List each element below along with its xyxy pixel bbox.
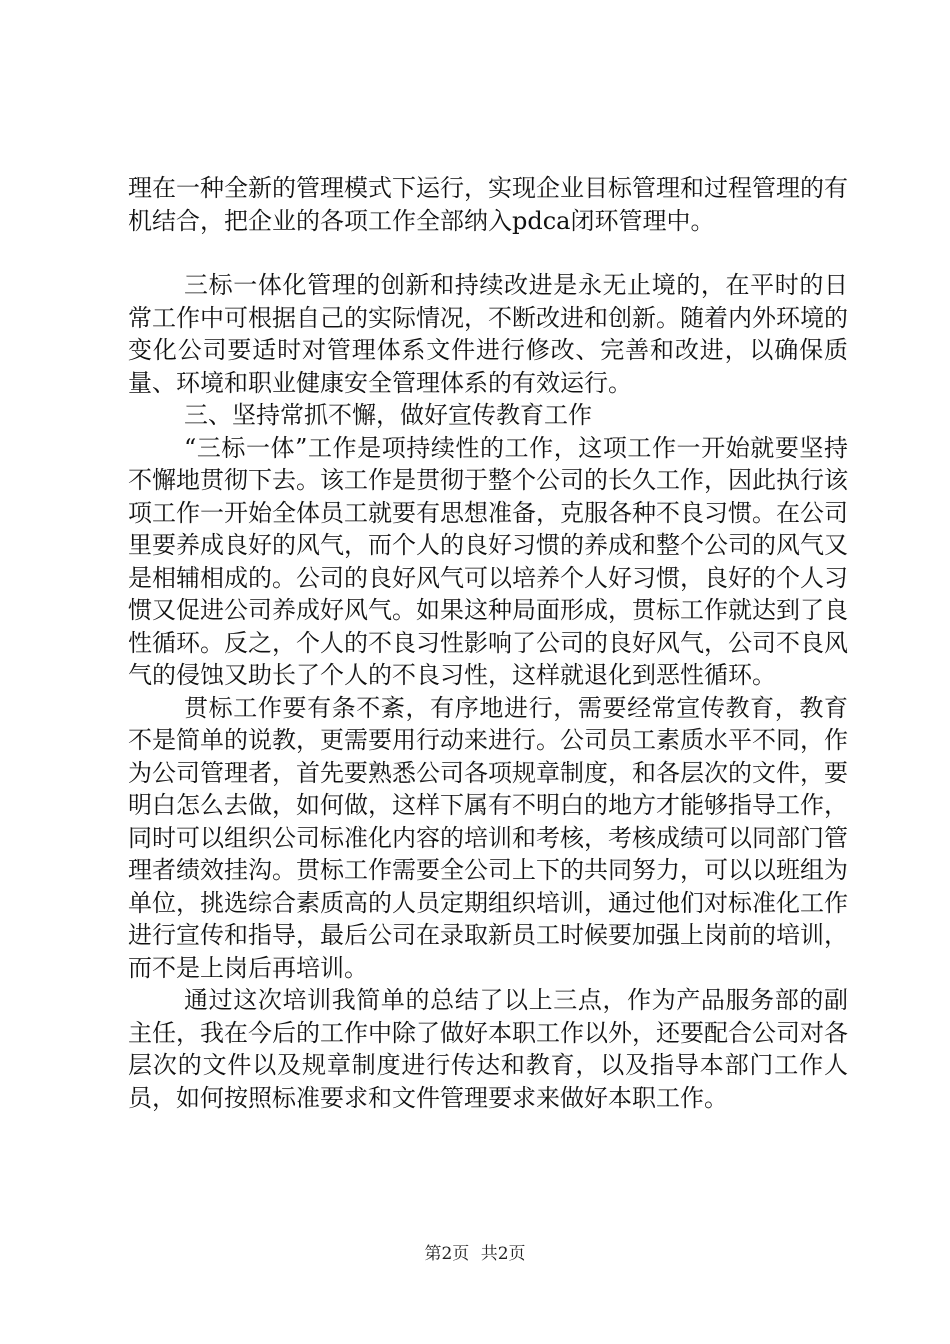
document-body: [128, 172, 848, 1114]
page-total: 共2页: [480, 1244, 526, 1264]
paragraph-continuous-improvement: 三标一体化管理的创新和持续改进是永无止境的，在平时的日常工作中可根据自己的实际情况，不断改进和创新。随着内外环境的变化公司要适时对管理体系文件进行修改、完善和改进，以确保质量、环境和职业健康安全管理体系的有效运行。: [128, 271, 848, 397]
paragraph-implementation: 贯标工作要有条不紊，有序地进行，需要经常宣传教育，教育不是简单的说教，更需要用行动来进行。公司员工素质水平不同，作为公司管理者，首先要熟悉公司各项规章制度，和各层次的文件，要明白怎么去做，如何做，这样下属有不明白的地方才能够指导工作，同时可以组织公司标准化内容的培训和考核，考核成绩可以同部门管理者绩效挂沟。贯标工作需要全公司上下的共同努力，可以以班组为单位，挑选综合素质高的人员定期组织培训，通过他们对标准化工作进行宣传和指导，最后公司在录取新员工时候要加强上岗前的培训，而不是上岗后再培训。: [128, 693, 848, 982]
paragraph-three-standards: “三标一体”工作是项持续性的工作，这项工作一开始就要坚持不懈地贯彻下去。该工作是贯彻于整个公司的长久工作，因此执行该项工作一开始全体员工就要有思想准备，克服各种不良习惯。在公司里要养成良好的风气，而个人的良好习惯的养成和整个公司的风气又是相辅相成的。公司的良好风气可以培养个人好习惯，良好的个人习惯又促进公司养成好风气。如果这种局面形成，贯标工作就达到了良性循环。反之，个人的不良习性影响了公司的良好风气，公司不良风气的侵蚀又助长了个人的不良习性，这样就退化到恶性循环。: [128, 433, 848, 689]
paragraph-conclusion: 通过这次培训我简单的总结了以上三点，作为产品服务部的副主任，我在今后的工作中除了做好本职工作以外，还要配合公司对各层次的文件以及规章制度进行传达和教育，以及指导本部门工作人员，如何按照标准要求和文件管理要求来做好本职工作。: [128, 986, 848, 1112]
paragraph-continuation: 理在一种全新的管理模式下运行，实现企业目标管理和过程管理的有机结合，把企业的各项工作全部纳入pdca闭环管理中。: [128, 174, 848, 235]
page-footer: [0, 1243, 950, 1265]
section-heading: 三、坚持常抓不懈，做好宣传教育工作: [184, 401, 592, 429]
page-number: 第2页: [424, 1244, 470, 1264]
